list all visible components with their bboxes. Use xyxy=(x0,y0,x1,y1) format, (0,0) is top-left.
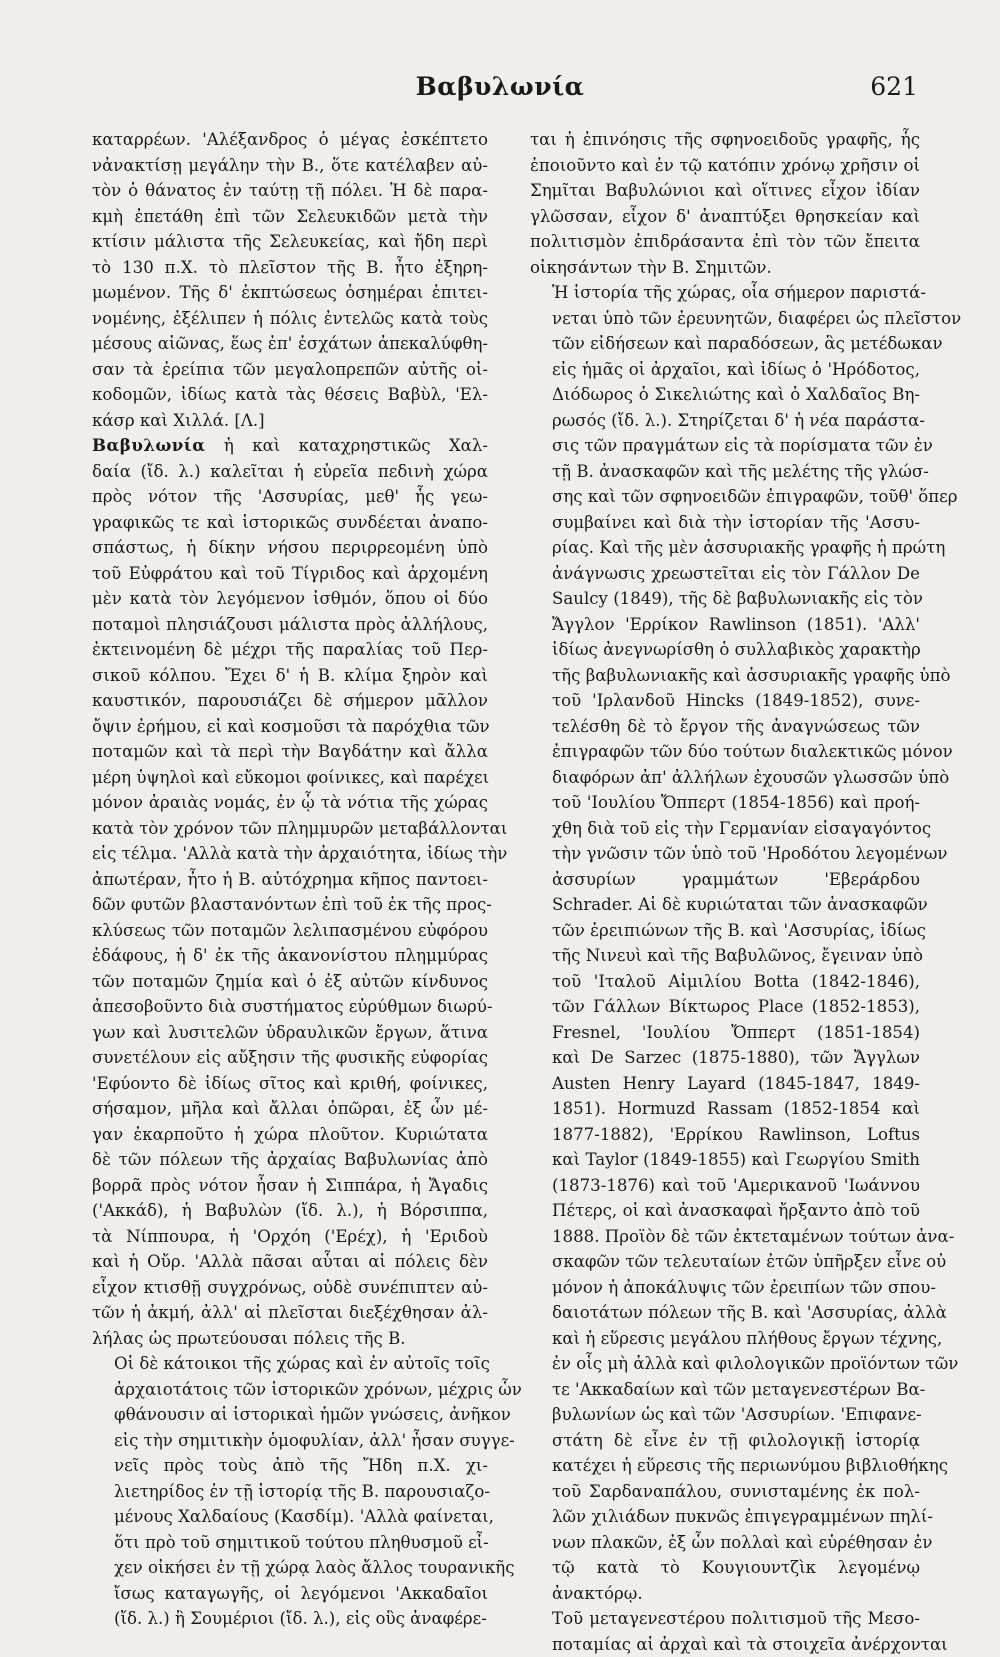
page-number: 621 xyxy=(870,72,918,101)
text-line: σης καὶ τῶν σφηνοειδῶν ἐπιγραφῶν, τοῦθ' ὅπερ xyxy=(530,484,920,510)
entry-headword: Βαβυλωνία xyxy=(92,435,206,455)
continuation-paragraph xyxy=(92,127,488,433)
text-line: ἀνακτόρῳ. xyxy=(530,1581,920,1607)
text-line: λιετηρίδος ἐν τῇ ἱστορίᾳ τῆς Β. παρουσιαζο- xyxy=(92,1479,488,1505)
text-line: καταρρέων. 'Αλέξανδρος ὁ μέγας ἐσκέπτετο xyxy=(92,127,488,153)
text-line: νομένης, ἐξέλιπεν ἡ πόλις ἐντελῶς κατὰ τοὺς xyxy=(92,306,488,332)
text-line: Saulcy (1849), τῆς δὲ βαβυλωνιακῆς εἰς τὸν xyxy=(530,586,920,612)
text-line: ρωσός (ἴδ. λ.). Στηρίζεται δ' ἡ νέα παράστα- xyxy=(530,408,920,434)
text-line: ἐπιγραφῶν τῶν δύο τούτων διαλεκτικῶς μόνον xyxy=(530,739,920,765)
civilization-paragraph xyxy=(530,1606,920,1657)
text-line: νἀνακτίσῃ μεγάλην τὴν Β., ὅτε κατέλαβεν αὐ- xyxy=(92,153,488,179)
text-line: οἰκησάντων τὴν Β. Σημιτῶν. xyxy=(530,255,920,281)
inhabitants-paragraph xyxy=(92,1351,488,1632)
text-line: 'Εφύοντο δὲ ἰδίως σῖτος καὶ κριθή, φοίνικες, xyxy=(92,1071,488,1097)
text-line: ται ἡ ἐπινόησις τῆς σφηνοειδοῦς γραφῆς, ἧς xyxy=(530,127,920,153)
text-line: γαν ἐκαρποῦτο ἡ χώρα πλοῦτον. Κυριώτατα xyxy=(92,1122,488,1148)
text-line: τῆς βαβυλωνιακῆς καὶ ἀσσυριακῆς γραφῆς ὑπὸ xyxy=(530,663,920,689)
text-line: Τοῦ μεταγενεστέρου πολιτισμοῦ τῆς Μεσο- xyxy=(530,1606,920,1632)
text-line: ἀρχαιοτάτοις τῶν ἱστορικῶν χρόνων, μέχρις ὧν xyxy=(92,1377,488,1403)
text-line: κλύσεως τῶν ποταμῶν λελιπασμένου εὐφόρου xyxy=(92,918,488,944)
text-line: σήσαμον, μῆλα καὶ ἄλλαι ὀπῶραι, ἐξ ὧν μέ- xyxy=(92,1096,488,1122)
text-line: κμὴ ἐπετάθη ἐπὶ τῶν Σελευκιδῶν μετὰ τὴν xyxy=(92,204,488,230)
text-line: τοῦ Εὐφράτου καὶ τοῦ Τίγριδος καὶ ἀρχομένη xyxy=(92,561,488,587)
text-line: (1873-1876) καὶ τοῦ 'Αμερικανοῦ 'Ιωάννου xyxy=(530,1173,920,1199)
text-line: τελέσθη δὲ τὸ ἔργον τῆς ἀναγνώσεως τῶν xyxy=(530,714,920,740)
text-line: στάτη δὲ εἶνε ἐν τῇ φιλολογικῇ ἱστορίᾳ xyxy=(530,1428,920,1454)
text-line: καυστικόν, παρουσιάζει δὲ σήμερον μᾶλλον xyxy=(92,688,488,714)
text-line: μὲν κατὰ τὸν λεγόμενον ἰσθμόν, ὅπου οἱ δύο xyxy=(92,586,488,612)
text-line: μωμένον. Τῆς δ' ἐκπτώσεως ὁσημέραι ἐπιτει- xyxy=(92,280,488,306)
text-line: ποταμίας αἱ ἀρχαὶ καὶ τὰ στοιχεῖα ἀνέρχονται xyxy=(530,1632,920,1657)
text-line: Austen Henry Layard (1845-1847, 1849- xyxy=(530,1071,920,1097)
text-line: ποταμῶν καὶ τὰ περὶ τὴν Βαγδάτην καὶ ἄλλα xyxy=(92,739,488,765)
text-line: βυλωνίων ὡς καὶ τῶν 'Ασσυρίων. 'Επιφανε- xyxy=(530,1402,920,1428)
text-line: τὰ Νίππουρα, ἡ 'Ορχόη ('Ερέχ), ἡ 'Εριδοὺ xyxy=(92,1224,488,1250)
text-line: μέσους αἰῶνας, ἕως ἐπ' ἐσχάτων ἀπεκαλύφθη- xyxy=(92,331,488,357)
text-line: τοῦ 'Ιταλοῦ Αἰμιλίου Botta (1842-1846), xyxy=(530,969,920,995)
text-line: Σημῖται Βαβυλώνιοι καὶ οἵτινες εἶχον ἰδίαν xyxy=(530,178,920,204)
text-line: γλῶσσαν, εἶχον δ' ἀναπτύξει θρησκείαν καὶ xyxy=(530,204,920,230)
text-line: 1851). Hormuzd Rassam (1852-1854 καὶ xyxy=(530,1096,920,1122)
text-line: λήλας ὡς πρωτεύουσαι πόλεις τῆς Β. xyxy=(92,1326,488,1352)
text-line: βορρᾶ πρὸς νότον ἦσαν ἡ Σιππάρα, ἡ Ἄγαδις xyxy=(92,1173,488,1199)
running-header xyxy=(0,72,1000,112)
text-line: τῶν Γάλλων Βίκτωρος Place (1852-1853), xyxy=(530,994,920,1020)
text-line: 1877-1882), 'Ερρίκου Rawlinson, Loftus xyxy=(530,1122,920,1148)
text-line: τοῦ 'Ιρλανδοῦ Hincks (1849-1852), συνε- xyxy=(530,688,920,714)
text-line: Οἱ δὲ κάτοικοι τῆς χώρας καὶ ἐν αὐτοῖς τοῖς xyxy=(92,1351,488,1377)
history-paragraph xyxy=(530,280,920,1606)
text-line: Πέτερς, οἱ καὶ ἀνασκαφαὶ ἤρξαντο ἀπὸ τοῦ xyxy=(530,1198,920,1224)
text-line: νεται ὑπὸ τῶν ἐρευνητῶν, διαφέρει ὡς πλεῖστον xyxy=(530,306,920,332)
text-line: εἰς ἡμᾶς οἱ ἀρχαῖοι, καὶ ἰδίως ὁ 'Ηρόδοτος, xyxy=(530,357,920,383)
text-line: ἀσσυρίων γραμμάτων 'Εβεράρδου xyxy=(530,867,920,893)
left-column xyxy=(92,127,488,1632)
text-line: ρίας. Καὶ τῆς μὲν ἀσσυριακῆς γραφῆς ἡ πρώτη xyxy=(530,535,920,561)
text-line: τε 'Ακκαδαίων καὶ τῶν μεταγενεστέρων Βα- xyxy=(530,1377,920,1403)
text-line: τὴν γνῶσιν τῶν ὑπὸ τοῦ 'Ηροδότου λεγομένων xyxy=(530,841,920,867)
text-line: μόνον ἡ ἀποκάλυψις τῶν ἐρειπίων τῶν σπου- xyxy=(530,1275,920,1301)
text-line: σικοῦ κόλπου. Ἔχει δ' ἡ Β. κλίμα ξηρὸν καὶ xyxy=(92,663,488,689)
text-line: ἴσως καταγωγῆς, οἱ λεγόμενοι 'Ακκαδαῖοι xyxy=(92,1581,488,1607)
text-line: διαφόρων ἀπ' ἀλλήλων ἐχουσῶν γλωσσῶν ὑπὸ xyxy=(530,765,920,791)
text-line: εἶχον κτισθῇ συγχρόνως, οὐδὲ συνέπιπτεν αὐ- xyxy=(92,1275,488,1301)
text-line: Ἄγγλον 'Ερρίκον Rawlinson (1851). 'Αλλ' xyxy=(530,612,920,638)
entry-paragraph xyxy=(92,433,488,1351)
text-line: καὶ ἡ Οὔρ. 'Αλλὰ πᾶσαι αὗται αἱ πόλεις δὲν xyxy=(92,1249,488,1275)
text-line: δῶν φυτῶν βλαστανόντων ἐπὶ τοῦ ἐκ τῆς προς- xyxy=(92,892,488,918)
text-line: κάσρ καὶ Χιλλά. [Λ.] xyxy=(92,408,488,434)
text-line: ἀνάγνωσις χρεωστεῖται εἰς τὸν Γάλλον De xyxy=(530,561,920,587)
text-line: εἰς τέλμα. 'Αλλὰ κατὰ τὴν ἀρχαιότητα, ἰδίως τὴν xyxy=(92,841,488,867)
text-line: χθη διὰ τοῦ εἰς τὴν Γερμανίαν εἰσαγαγόντος xyxy=(530,816,920,842)
text-line: ἐποιοῦντο καὶ ἐν τῷ κατόπιν χρόνῳ χρῆσιν οἱ xyxy=(530,153,920,179)
text-line: (ἴδ. λ.) ἢ Σουμέριοι (ἴδ. λ.), εἰς οὓς ἀναφέρε- xyxy=(92,1606,488,1632)
text-line: κατέχει ἡ εὕρεσις τῆς περιωνύμου βιβλιοθήκης xyxy=(530,1453,920,1479)
text-line: μέρη ὑψηλοὶ καὶ εὔκομοι φοίνικες, καὶ παρέχει xyxy=(92,765,488,791)
text-line: ἀπωτέραν, ἦτο ἡ Β. αὐτόχρημα κῆπος παντοει- xyxy=(92,867,488,893)
text-line: πρὸς νότον τῆς 'Ασσυρίας, μεθ' ἧς γεω- xyxy=(92,484,488,510)
text-line: ἀπεσοβοῦντο διὰ συστήματος εὐρύθμων διωρύ- xyxy=(92,994,488,1020)
text-line: κοδομῶν, ἰδίως κατὰ τὰς θέσεις Βαβὺλ, 'Ελ- xyxy=(92,382,488,408)
text-line: τῆς Νινευὶ καὶ τῆς Βαβυλῶνος, ἔγειναν ὑπὸ xyxy=(530,943,920,969)
text-line: ἰδίως ἀνεγνωρίσθη ὁ συλλαβικὸς χαρακτὴρ xyxy=(530,637,920,663)
text-line: ἐκτεινομένη δὲ μέχρι τῆς παραλίας τοῦ Περ- xyxy=(92,637,488,663)
text-line: τοῦ Σαρδαναπάλου, συνισταμένης ἐκ πολ- xyxy=(530,1479,920,1505)
text-line: νων πλακῶν, ἐξ ὧν πολλαὶ καὶ εὑρέθησαν ἐν xyxy=(530,1530,920,1556)
entry-first-line: ἡ καὶ καταχρηστικῶς Χαλ- xyxy=(224,436,488,455)
text-line: δαία (ἴδ. λ.) καλεῖται ἡ εὐρεῖα πεδινὴ χώρα xyxy=(92,459,488,485)
text-line: ('Ακκάδ), ἡ Βαβυλὼν (ἴδ. λ.), ἡ Βόρσιππα, xyxy=(92,1198,488,1224)
text-line: κατὰ τὸν χρόνον τῶν πλημμυρῶν μεταβάλλονται xyxy=(92,816,488,842)
text-line: καὶ ἡ εὕρεσις μεγάλου πλήθους ἔργων τέχνης, xyxy=(530,1326,920,1352)
text-line: πολιτισμὸν ἐπιδράσαντα ἐπὶ τὸν τῶν ἔπειτα xyxy=(530,229,920,255)
right-column xyxy=(530,127,920,1657)
text-line: τῷ κατὰ τὸ Κουγιουντζὶκ λεγομένῳ xyxy=(530,1555,920,1581)
text-line: γων καὶ λυσιτελῶν ὑδραυλικῶν ἔργων, ἅτινα xyxy=(92,1020,488,1046)
text-line: ἐν οἷς μὴ ἀλλὰ καὶ φιλολογικῶν προϊόντων τῶν xyxy=(530,1351,920,1377)
text-line: τὸν ὁ θάνατος ἐν ταύτῃ τῇ πόλει. Ἡ δὲ παρα- xyxy=(92,178,488,204)
text-line: Ἡ ἱστορία τῆς χώρας, οἷα σήμερον παριστά- xyxy=(530,280,920,306)
text-line: ποταμοὶ πλησιάζουσι μάλιστα πρὸς ἀλλήλους, xyxy=(92,612,488,638)
text-line: καὶ Taylor (1849-1855) καὶ Γεωργίου Smith xyxy=(530,1147,920,1173)
text-line: γραφικῶς τε καὶ ἱστορικῶς συνδέεται ἀναπο- xyxy=(92,510,488,536)
text-line: ὄψιν ἐρήμου, εἰ καὶ κοσμοῦσι τὰ παρόχθια τῶν xyxy=(92,714,488,740)
text-line: σις τῶν πραγμάτων εἰς τὰ πορίσματα τῶν ἐν xyxy=(530,433,920,459)
text-line: κτίσιν μάλιστα τῆς Σελευκείας, καὶ ἤδη περὶ xyxy=(92,229,488,255)
text-line: σαν τὰ ἐρείπια τῶν μεγαλοπρεπῶν αὐτῆς οἰ- xyxy=(92,357,488,383)
text-line: τῶν ἡ ἀκμή, ἀλλ' αἱ πλεῖσται διεξέχθησαν ἀλ- xyxy=(92,1300,488,1326)
text-line: τῶν εἰδήσεων καὶ παραδόσεων, ἃς μετέδωκαν xyxy=(530,331,920,357)
text-line: τῶν ἐρειπιώνων τῆς Β. καὶ 'Ασσυρίας, ἰδίως xyxy=(530,918,920,944)
text-line: μόνον ἀραιὰς νομάς, ἐν ᾧ τὰ νότια τῆς χώρας xyxy=(92,790,488,816)
text-line: συνετέλουν εἰς αὔξησιν τῆς φυσικῆς εὐφορίας xyxy=(92,1045,488,1071)
text-line: φθάνουσιν αἱ ἱστορικαὶ ἡμῶν γνώσεις, ἀνῆκον xyxy=(92,1402,488,1428)
text-line: Schrader. Αἱ δὲ κυριώταται τῶν ἀνασκαφῶν xyxy=(530,892,920,918)
text-line: 1888. Προϊὸν δὲ τῶν ἐκτεταμένων τούτων ἀνα- xyxy=(530,1224,920,1250)
text-line: συμβαίνει καὶ διὰ τὴν ἱστορίαν τῆς 'Ασσυ- xyxy=(530,510,920,536)
text-line: νεῖς πρὸς τοὺς ἀπὸ τῆς Ἤδη π.Χ. χι- xyxy=(92,1453,488,1479)
text-line: δαιοτάτων πόλεων τῆς Β. καὶ 'Ασσυρίας, ἀλλὰ xyxy=(530,1300,920,1326)
text-line: σκαφῶν τῶν τελευταίων ἐτῶν ὑπῆρξεν εἶνε οὐ xyxy=(530,1249,920,1275)
page-title: Βαβυλωνία xyxy=(0,72,1000,101)
text-line: μένους Χαλδαίους (Κασδίμ). 'Αλλὰ φαίνεται, xyxy=(92,1504,488,1530)
text-line: ἐδάφους, ἡ δ' ἐκ τῆς ἀκανονίστου πλημμύρας xyxy=(92,943,488,969)
text-line: τοῦ 'Ιουλίου Ὄππερτ (1854-1856) καὶ προή- xyxy=(530,790,920,816)
text-line: καὶ De Sarzec (1875-1880), τῶν Ἄγγλων xyxy=(530,1045,920,1071)
text-line: χεν οἰκήσει ἐν τῇ χώρᾳ λαὸς ἄλλος τουρανικῆς xyxy=(92,1555,488,1581)
text-line: δὲ τῶν πόλεων τῆς ἀρχαίας Βαβυλωνίας ἀπὸ xyxy=(92,1147,488,1173)
text-line: τῶν ποταμῶν ζημία καὶ ὁ ἐξ αὐτῶν κίνδυνος xyxy=(92,969,488,995)
continuation-paragraph xyxy=(530,127,920,280)
text-line: ὅτι πρὸ τοῦ σημιτικοῦ τούτου πληθυσμοῦ εἶ- xyxy=(92,1530,488,1556)
text-line: εἰς τὴν σημιτικὴν ὁμοφυλίαν, ἀλλ' ἦσαν συγγε- xyxy=(92,1428,488,1454)
text-line: τὸ 130 π.Χ. τὸ πλεῖστον τῆς Β. ἦτο ἐξηρη- xyxy=(92,255,488,281)
text-line: τῇ Β. ἀνασκαφῶν καὶ τῆς μελέτης τῆς γλώσ- xyxy=(530,459,920,485)
text-line: Fresnel, 'Ιουλίου Ὄππερτ (1851-1854) xyxy=(530,1020,920,1046)
text-line: σπάστως, ἡ δίκην νήσου περιρρεομένη ὑπὸ xyxy=(92,535,488,561)
text-line: Διόδωρος ὁ Σικελιώτης καὶ ὁ Χαλδαῖος Βη- xyxy=(530,382,920,408)
text-line: λῶν χιλιάδων πυκνῶς ἐπιγεγραμμένων πηλί- xyxy=(530,1504,920,1530)
